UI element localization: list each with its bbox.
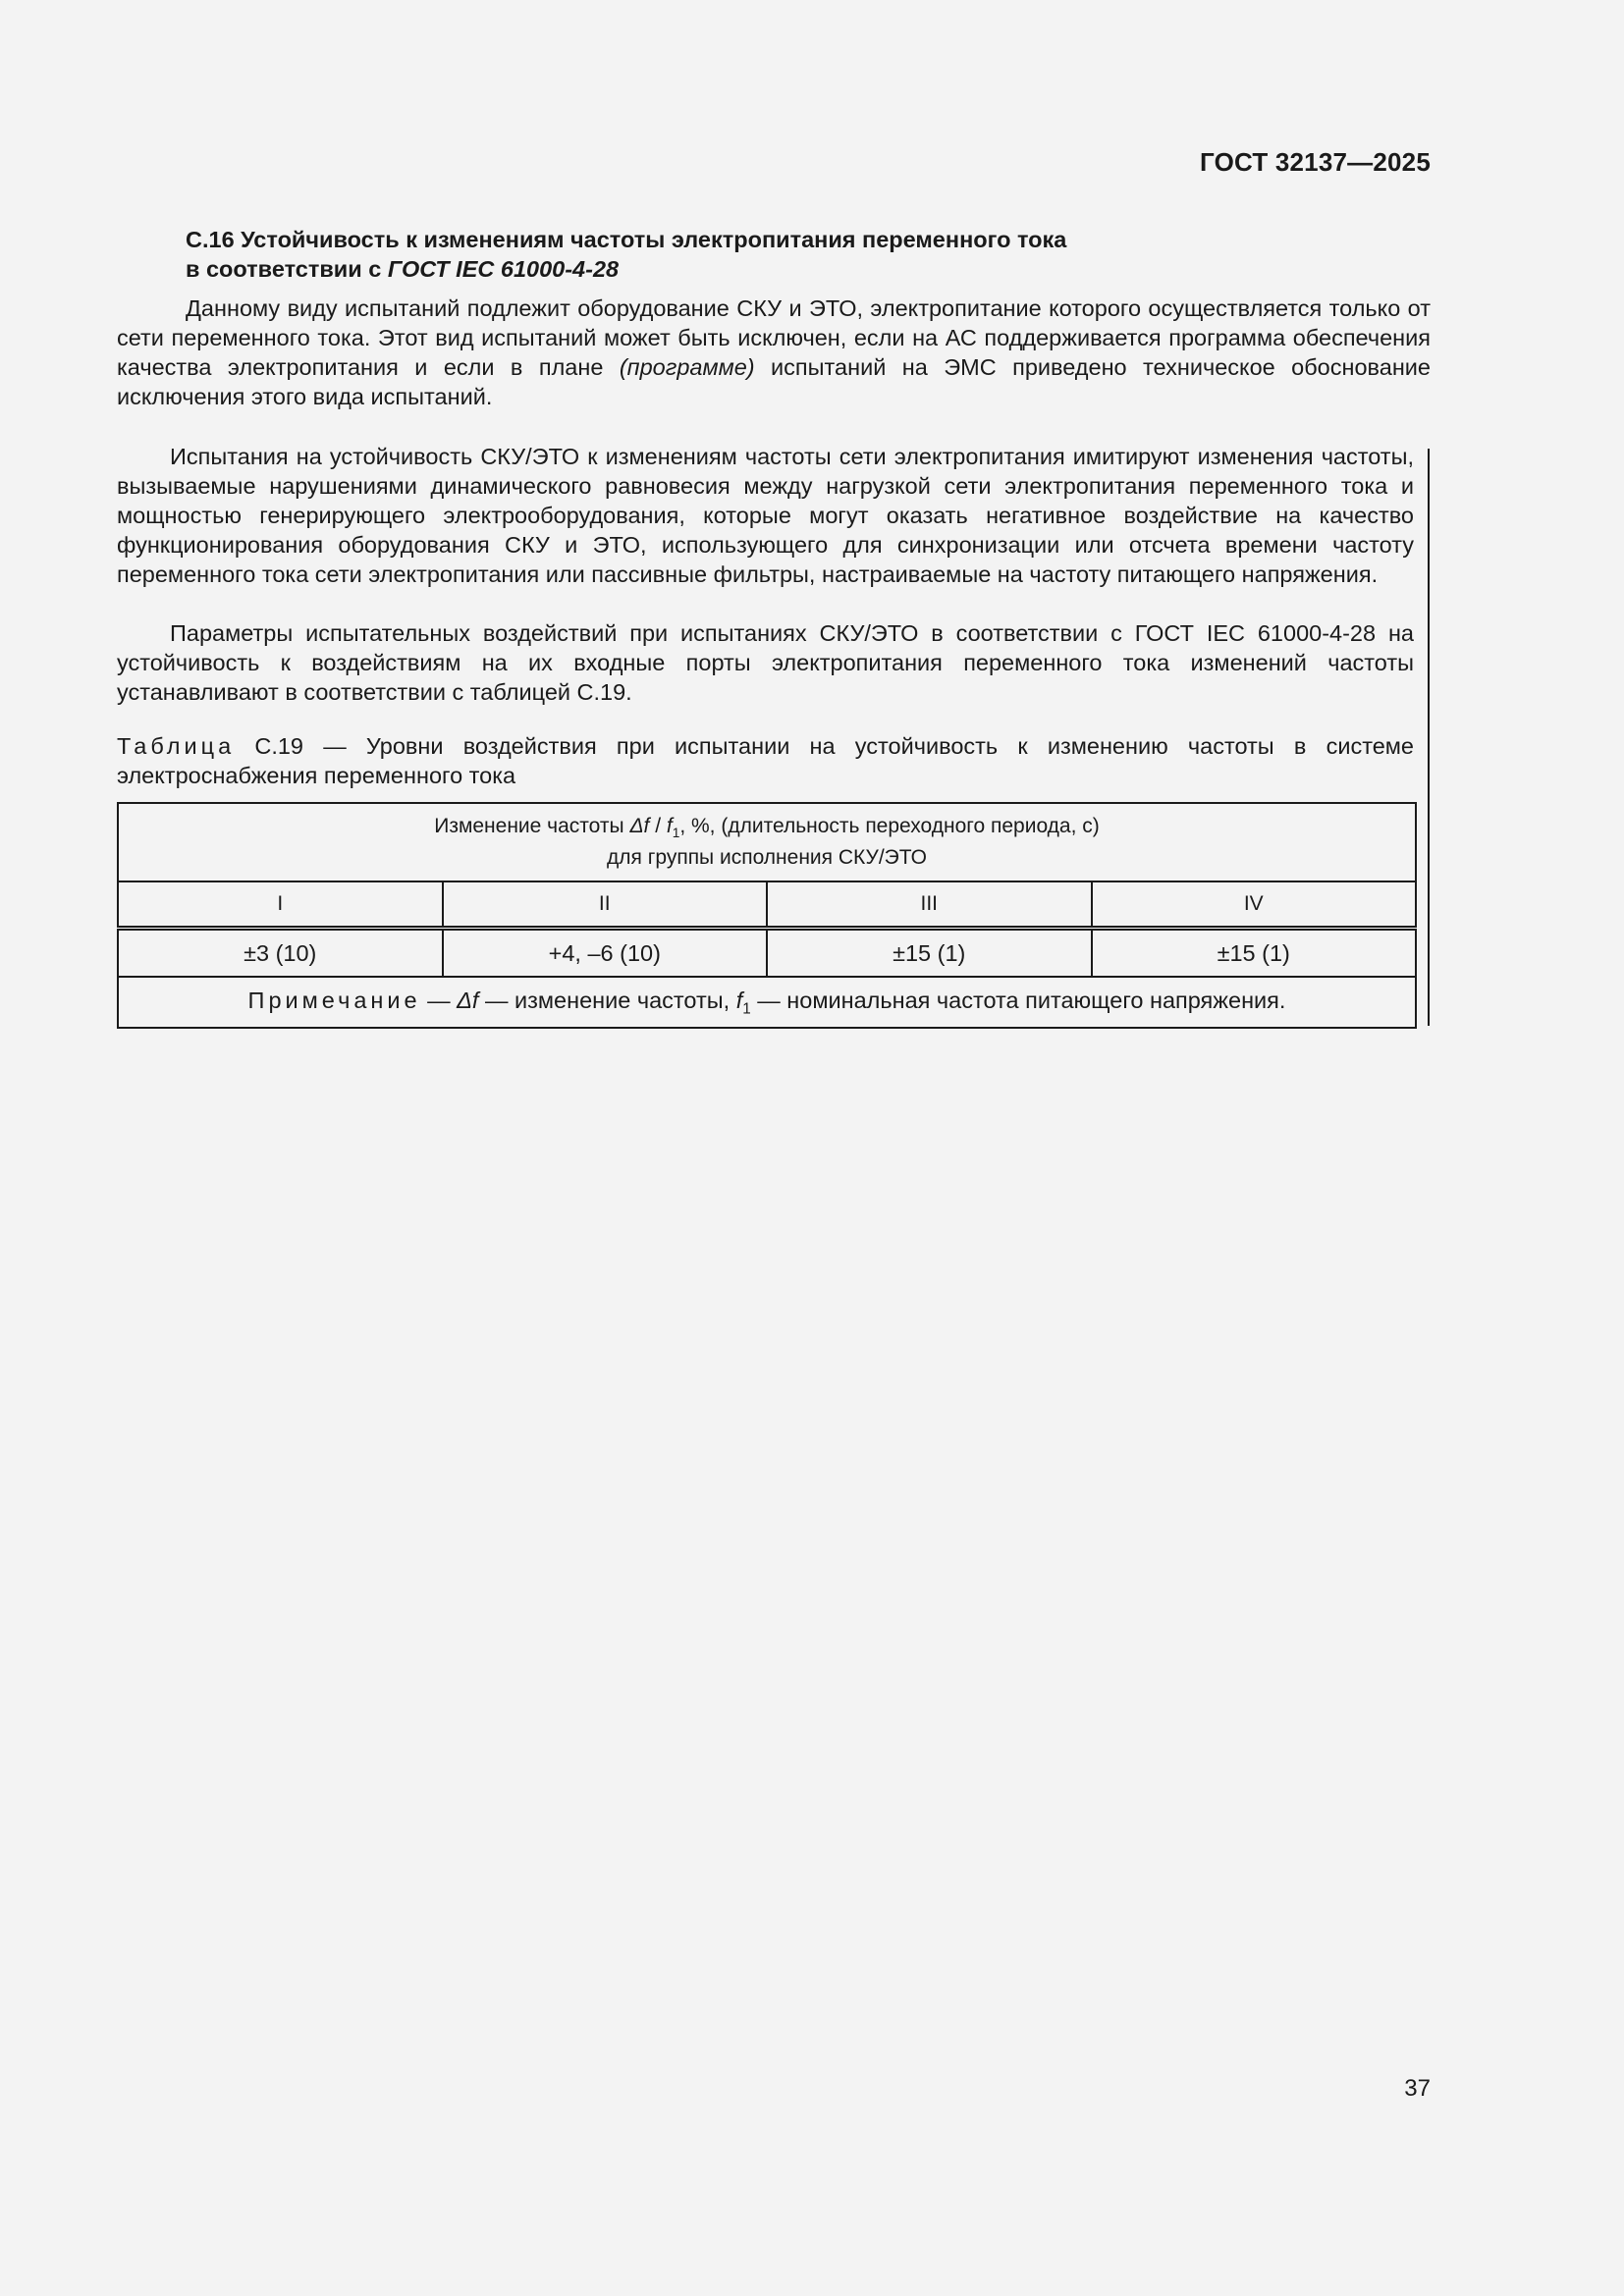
document-id: ГОСТ 32137—2025 bbox=[1200, 147, 1431, 177]
frequency-variation-table bbox=[117, 802, 1417, 1029]
section-heading-prefix: в соответствии с bbox=[186, 256, 388, 282]
table-group-row bbox=[118, 881, 1416, 929]
value-cell-1: ±3 (10) bbox=[118, 929, 443, 978]
paragraph-scope-italic: (программе) bbox=[619, 354, 755, 380]
value-cell-2: +4, –6 (10) bbox=[443, 929, 768, 978]
table-header-line2: для группы исполнения СКУ/ЭТО bbox=[607, 845, 927, 869]
value-cell-4: ±15 (1) bbox=[1092, 929, 1417, 978]
table-header-cell bbox=[118, 803, 1416, 881]
revision-change-bar bbox=[1428, 449, 1430, 1026]
table-caption-label: Таблица bbox=[117, 733, 236, 759]
value-cell-3: ±15 (1) bbox=[767, 929, 1092, 978]
table-note-row bbox=[118, 977, 1416, 1028]
group-cell-1: I bbox=[118, 881, 443, 929]
section-heading-line2 bbox=[186, 254, 1433, 284]
paragraph-test-parameters: Параметры испытательных воздействий при испытаниях СКУ/ЭТО в соответствии с ГОСТ IEC 61000-4-28 на устойчивость к воздействиям на их входные порты электропитания переменного тока изменений частоты устанавливают в соответствии с таблицей С.19. bbox=[117, 620, 1414, 705]
group-cell-2: II bbox=[443, 881, 768, 929]
section-heading-line1: С.16 Устойчивость к изменениям частоты электропитания переменного тока bbox=[186, 227, 1067, 252]
page-number: 37 bbox=[1404, 2075, 1431, 2102]
table-caption-text: С.19 — Уровни воздействия при испытании на устойчивость к изменению частоты в системе электроснабжения переменного тока bbox=[117, 733, 1414, 788]
note-label: Примечание bbox=[247, 987, 421, 1013]
table-header-row bbox=[118, 803, 1416, 881]
table-caption bbox=[117, 731, 1414, 790]
section-heading bbox=[186, 225, 1433, 284]
table-note-cell: Примечание — Δf — изменение частоты, $f_1$ — номинальная частота питающего напряжения. bbox=[118, 977, 1416, 1028]
group-cell-3: III bbox=[767, 881, 1092, 929]
table-header-line1: Изменение частоты Δf / $f_1$, %, (длительность переходного периода, с) bbox=[434, 815, 1100, 841]
paragraph-scope-part1: Данному виду испытаний подлежит оборудование СКУ и ЭТО, электропитание которого осуществляется только от сети переменного тока. Этот вид испытаний может быть исключен, если на АС поддерживается программа обеспечения качества электропитания и если в плане bbox=[117, 295, 1431, 380]
paragraph-scope-part2: испытаний на ЭМС приведено техническое обоснование исключения этого вида испытаний. bbox=[117, 354, 1431, 409]
paragraph-scope bbox=[117, 294, 1431, 411]
paragraph-test-description: Испытания на устойчивость СКУ/ЭТО к изменениям частоты сети электропитания имитируют изменения частоты, вызываемые нарушениями динамического равновесия между нагрузкой сети электропитания переменного тока и мощностью генерирующего электрооборудования, которые могут оказать негативное воздействие на качество функционирования оборудования СКУ и ЭТО, использующего для синхронизации или отсчета времени частоту переменного тока сети электропитания или пассивные фильтры, настраиваемые на частоту питающего напряжения. bbox=[117, 444, 1414, 587]
standard-reference: ГОСТ IEC 61000-4-28 bbox=[387, 256, 620, 282]
table-value-row bbox=[118, 929, 1416, 978]
group-cell-4: IV bbox=[1092, 881, 1417, 929]
